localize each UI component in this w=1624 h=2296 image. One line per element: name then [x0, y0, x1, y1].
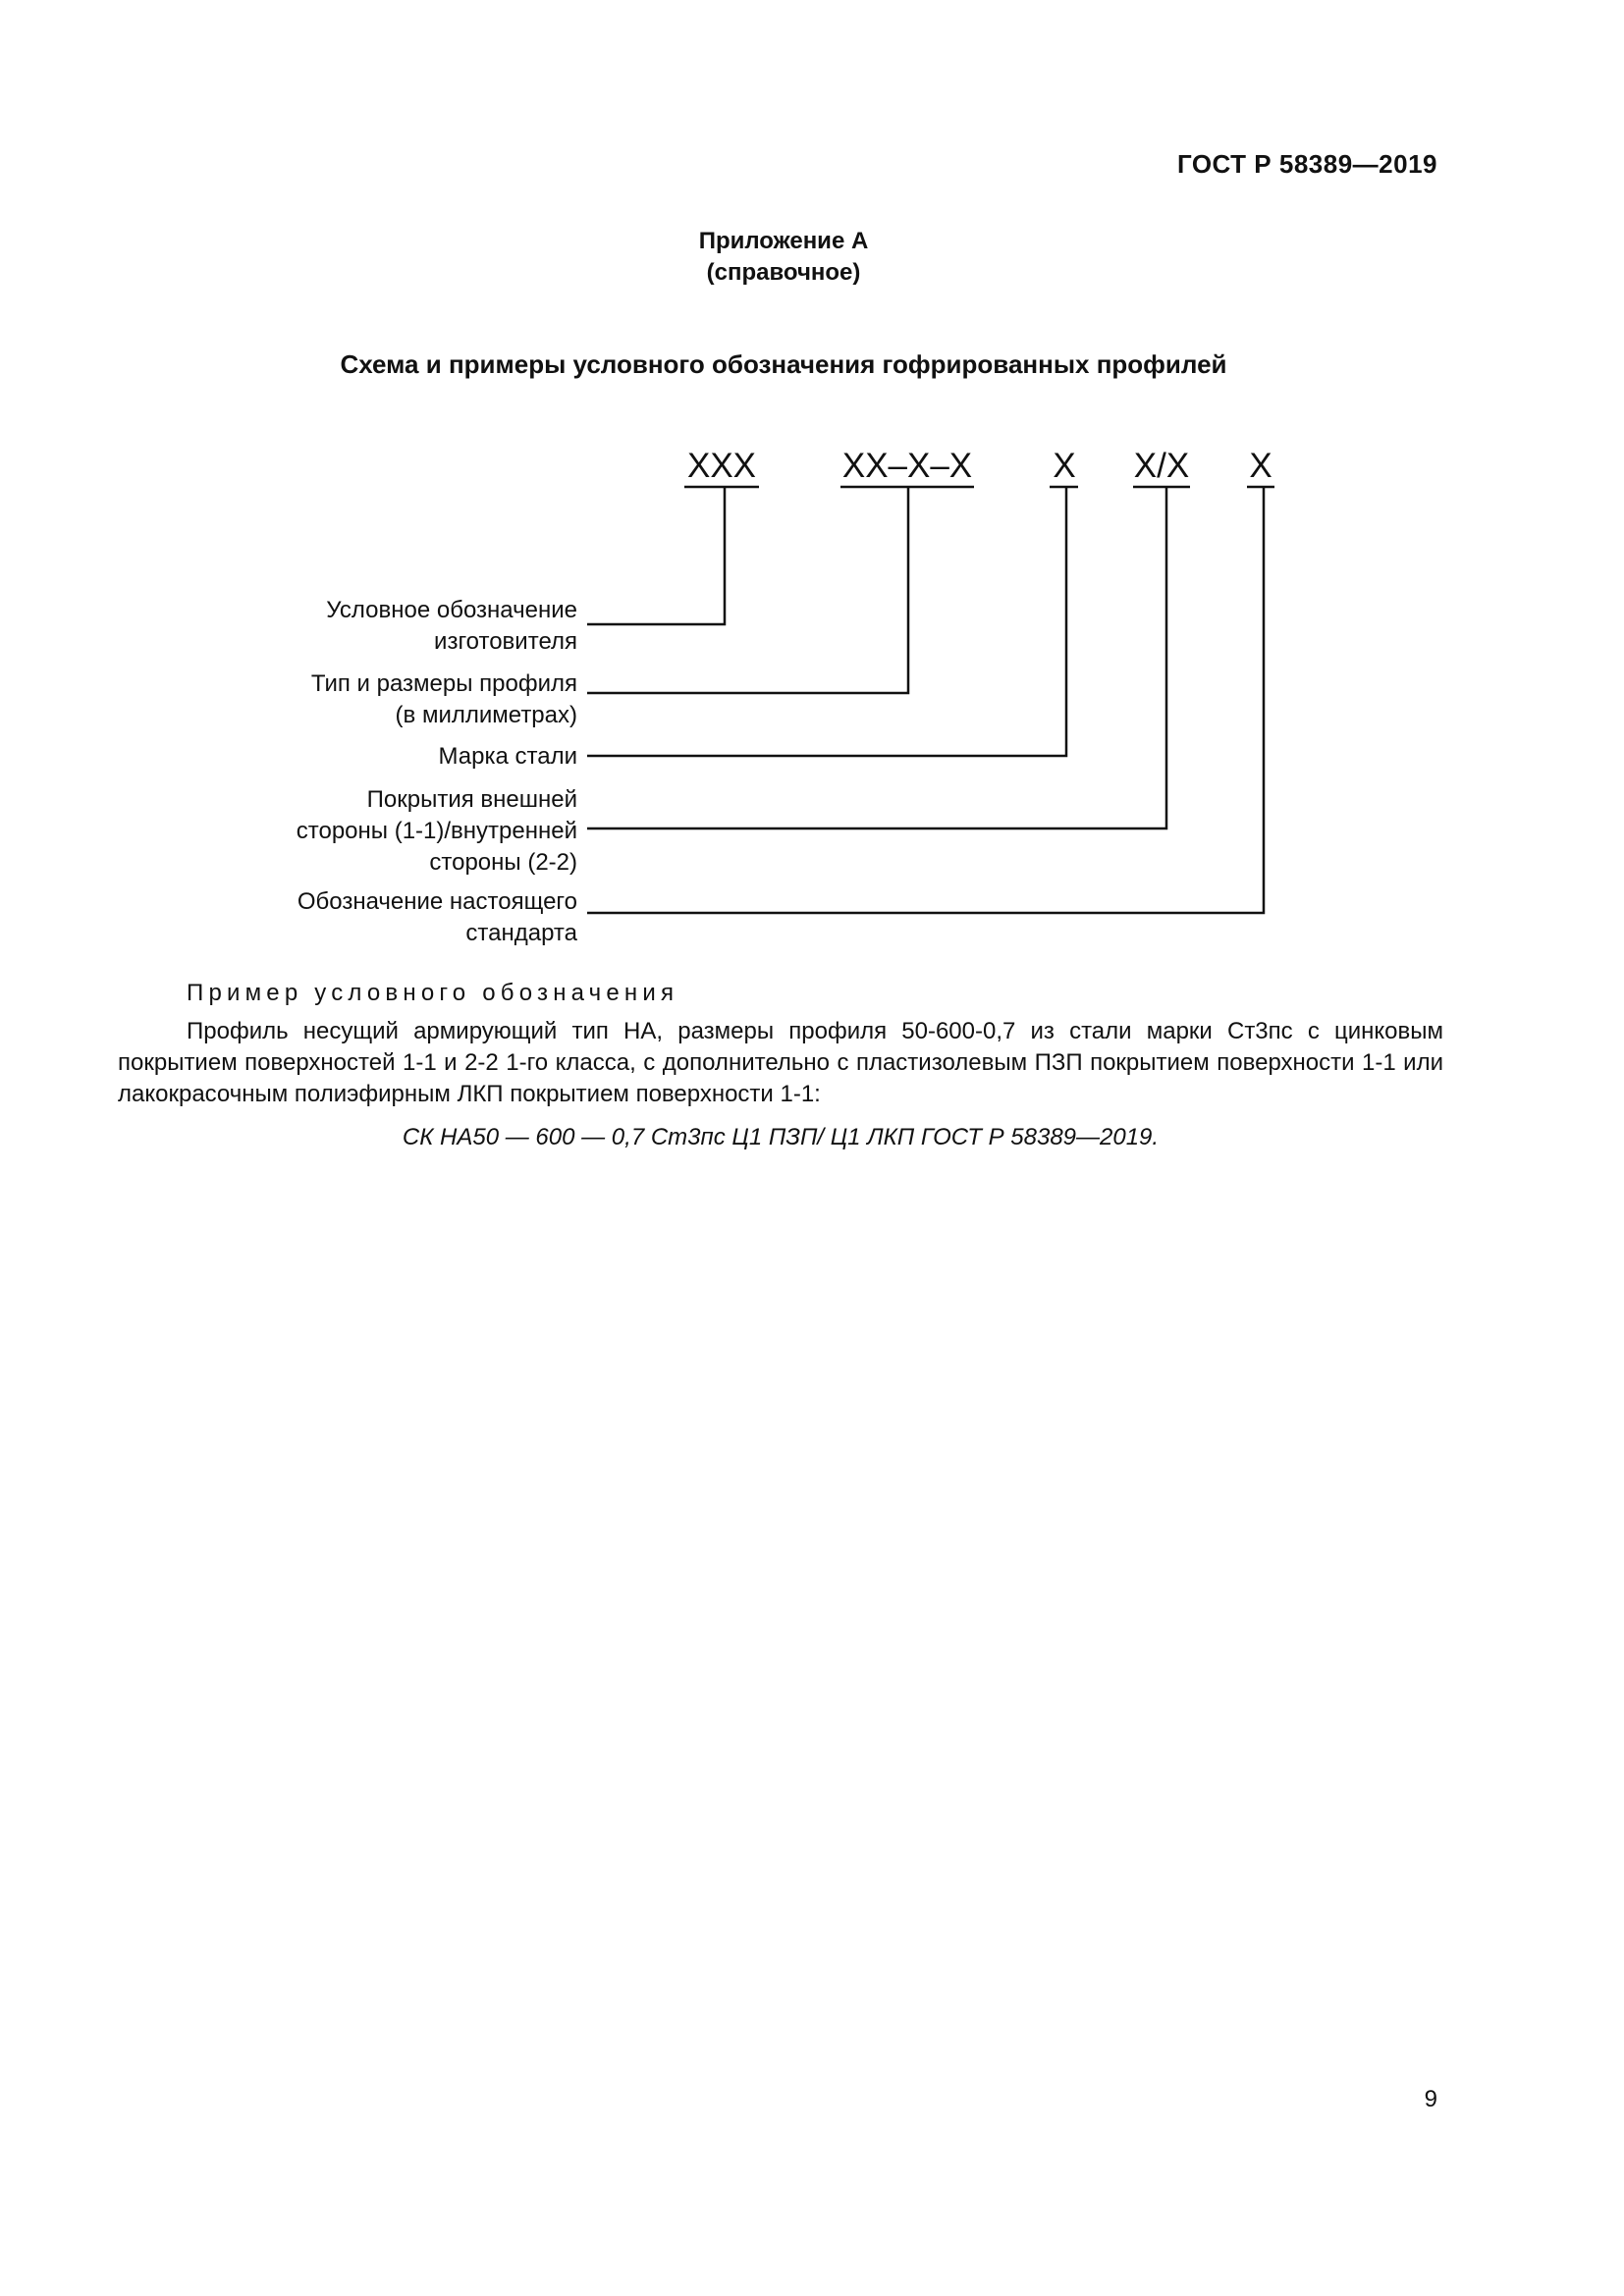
label-manufacturer-line-1: Условное обозначение — [326, 597, 577, 623]
label-manufacturer-line-2: изготовителя — [434, 628, 577, 655]
label-coatings-line-2: стороны (1-1)/внутренней — [296, 818, 577, 844]
appendix-subtitle: (справочное) — [706, 259, 861, 286]
label-standard-line-2: стандарта — [465, 920, 577, 946]
appendix-title: Приложение А — [698, 228, 869, 254]
scheme-title: Схема и примеры условного обозначения гофрированных профилей — [340, 349, 1227, 379]
code-profile-type: XX–X–X — [841, 447, 973, 485]
example-formula: СК НА50 — 600 — 0,7 Ст3пс Ц1 ПЗП/ Ц1 ЛКП ГОСТ Р 58389—2019. — [402, 1124, 1160, 1150]
label-standard-line-1: Обозначение настоящего — [297, 888, 577, 915]
code-standard: X — [1249, 447, 1272, 485]
page-number: 9 — [1424, 2086, 1437, 2112]
code-coatings: X/X — [1133, 447, 1190, 485]
label-coatings-line-3: стороны (2-2) — [429, 849, 577, 876]
leader-line-steel-grade — [587, 487, 1066, 756]
label-profile-type-line-2: (в миллиметрах) — [395, 702, 577, 728]
document-code: ГОСТ Р 58389—2019 — [1176, 149, 1437, 179]
label-steel-grade: Марка стали — [438, 743, 577, 770]
label-coatings-line-1: Покрытия внешней — [366, 786, 577, 813]
leader-line-profile-type — [587, 487, 908, 693]
example-heading: Пример условного обозначения — [187, 980, 679, 1006]
leader-line-manufacturer — [587, 487, 725, 624]
leader-line-coatings — [587, 487, 1166, 828]
label-profile-type-line-1: Тип и размеры профиля — [310, 670, 577, 697]
code-steel-grade: X — [1053, 447, 1076, 485]
leader-line-standard — [587, 487, 1264, 913]
example-body: Профиль несущий армирующий тип НА, размеры профиля 50-600-0,7 из стали марки Ст3пс с цинковым покрытием поверхностей 1-1 и 2-2 1-го класса, с дополнительно с пластизолевым ПЗП покрытием поверхности 1-1 или лакокрасочным полиэфирным ЛКП покрытием поверхности 1-1: — [118, 1018, 1443, 1107]
code-manufacturer: XXX — [686, 447, 757, 485]
